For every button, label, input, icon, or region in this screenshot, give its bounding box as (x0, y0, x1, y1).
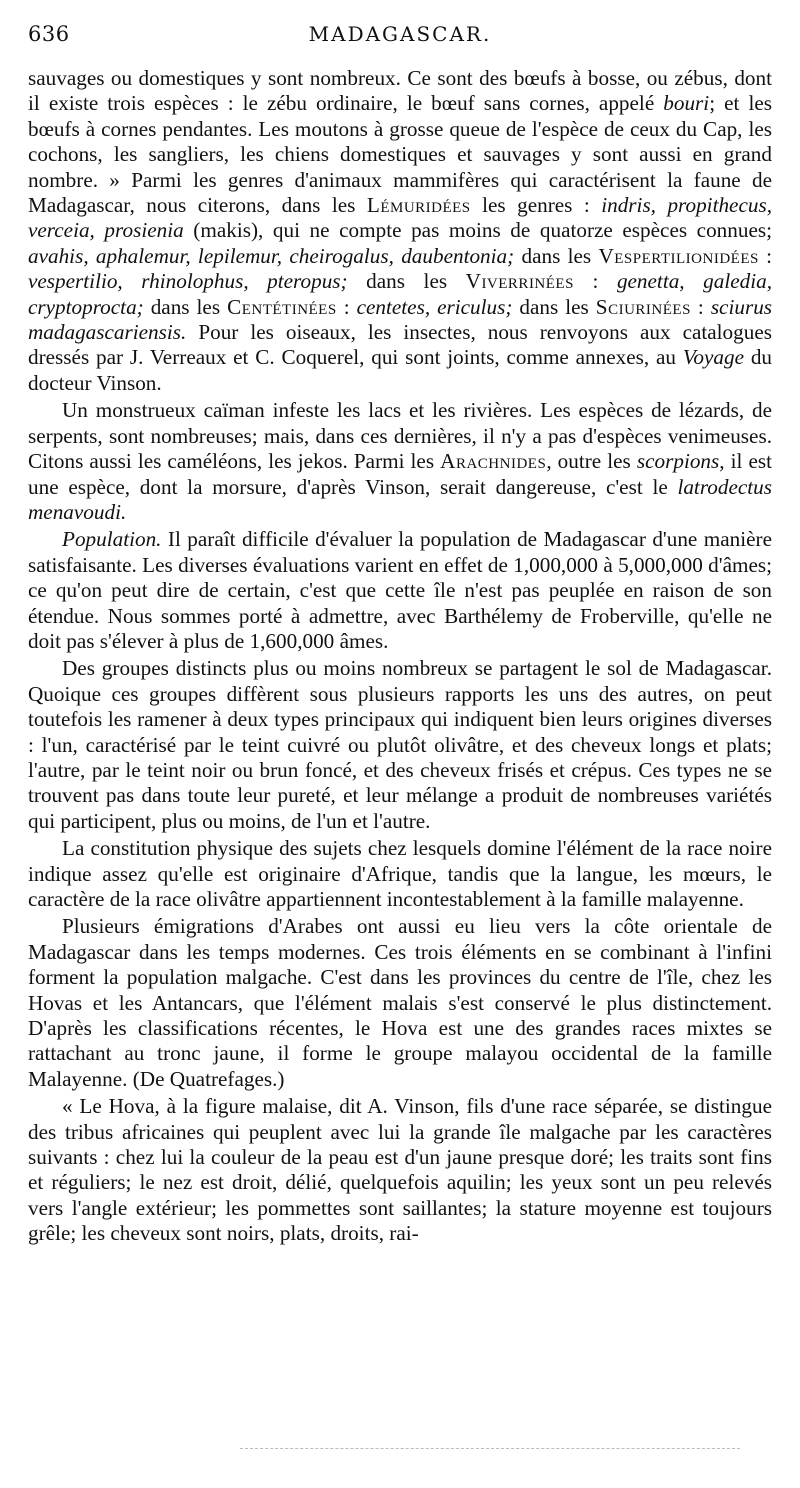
italic-text: genetta, galedia, cryptoprocta; (28, 269, 772, 319)
paragraph (28, 1094, 772, 1246)
paragraph (28, 656, 772, 834)
paragraph (28, 527, 772, 654)
text-run: sauvages ou domestiques y sont nombreux. Ce sont des bœufs à bosse, ou zébus, dont il existe trois espèces : le zébu ordinaire, le bœuf sans cornes, appelé (28, 66, 772, 116)
italic-text: Population. (62, 527, 162, 552)
smallcaps-text: Viverrinées (465, 269, 574, 294)
text-run: (makis), qui ne compte pas moins de quatorze espèces connues; (183, 218, 772, 243)
smallcaps-text: Sciurinées (595, 294, 691, 319)
text-run: : (758, 243, 772, 268)
book-page (28, 22, 772, 1249)
italic-text: centetes, ericulus; (356, 294, 513, 319)
text-run: : (573, 269, 617, 294)
text-run: dans les (512, 294, 596, 319)
text-run: ; et les bœufs à cornes pendantes. Les moutons à grosse queue de l'espèce de ceux du Cap, les cochons, les sangliers, les chiens domestiques et sauvages y sont aussi en grand nombre. » Parmi les genres d'animaux mammifères qui caractérisent la faune de Madagascar, nous citerons, dans les (28, 91, 772, 218)
italic-text: avahis, aphalemur, lepilemur, cheirogalus, daubentonia; (28, 243, 515, 268)
text-run: dans les (514, 243, 599, 268)
running-title: MADAGASCAR. (308, 22, 492, 46)
paragraph (28, 398, 772, 525)
smallcaps-text: Arachnides (440, 449, 547, 474)
text-run: La constitution physique des sujets chez lesquels domine l'élément de la race noire indique assez qu'elle est originaire d'Afrique, tandis que la langue, les mœurs, le caractère de la race olivâtre appartiennent incontestablement à la famille malayenne. (28, 836, 772, 911)
smallcaps-text: Lémuridées (366, 193, 471, 218)
italic-text: scorpions (636, 449, 720, 474)
text-run: Plusieurs émigrations d'Arabes ont aussi eu lieu vers la côte orientale de Madagascar dans les temps modernes. Ces trois éléments en se combinant à l'infini forment la population malgache. C'est dans les provinces du centre de l'île, chez les Hovas et les Antancars, que l'élément malais s'est conservé le plus distinctement. D'après les classifications récentes, le Hova est une des grandes races mixtes se rattachant au tronc jaune, il forme le groupe malayou occidental de la famille Malayenne. (De Quatrefages.) (28, 914, 772, 1091)
footer-rule (240, 1448, 740, 1451)
text-run: dans les (143, 294, 228, 319)
text-run: Pour les oiseaux, les insectes, nous renvoyons aux catalogues dressés par J. Verreaux et C. Coquerel, qui sont joints, comme annexes, au (28, 320, 772, 370)
text-run: : (690, 294, 711, 319)
paragraph (28, 836, 772, 912)
smallcaps-text: Centétinées (227, 294, 337, 319)
body-text (28, 66, 772, 1247)
italic-text: bouri (663, 91, 710, 116)
text-run: les genres : (470, 193, 602, 218)
italic-text: vespertilio, rhinolophus, pteropus; (28, 269, 348, 294)
text-run: « Le Hova, à la figure malaise, dit A. Vinson, fils d'une race séparée, se distingue des tribus africaines qui peuplent avec lui la grande île malgache par les caractères suivants : chez lui la couleur de la peau est d'un jaune presque doré; les traits sont fins et réguliers; le nez est droit, délié, quelquefois aquilin; les yeux sont un peu relevés vers l'angle extérieur; les pommettes sont saillantes; la stature moyenne est toujours grêle; les cheveux sont noirs, plats, droits, rai- (28, 1094, 772, 1246)
text-run: du docteur Vinson. (28, 345, 773, 395)
italic-text: Voyage (682, 345, 744, 370)
text-run: Il paraît difficile d'évaluer la population de Madagascar d'une manière satisfaisante. Les diverses évaluations varient en effet de 1,000,000 à 5,000,000 d'âmes; ce qu'on peut dire de certain, c'est que cette île n'est pas peuplée en raison de son étendue. Nous sommes porté à admettre, avec Barthélemy de Froberville, qu'elle ne doit pas s'élever à plus de 1,600,000 âmes. (28, 527, 772, 653)
page-header (28, 22, 772, 66)
text-run: Un monstrueux caïman infeste les lacs et les rivières. Les espèces de lézards, de serpents, sont nombreuses; mais, dans ces dernières, il n'y a pas d'espèces venimeuses. Citons aussi les caméléons, les jekos. Parmi les (28, 398, 772, 474)
text-run: , il est une espèce, dont la morsure, d'après Vinson, serait dangereuse, c'est le (28, 449, 772, 499)
italic-text: sciurus madagascariensis. (28, 294, 773, 345)
smallcaps-text: Vespertilionidées (598, 243, 759, 268)
paragraph (28, 914, 772, 1092)
text-run: dans les (347, 269, 466, 294)
paragraph (28, 66, 772, 396)
italic-text: indris, propithecus, verceia, prosienia (28, 193, 772, 243)
text-run: : (336, 294, 357, 319)
text-run: , outre les (546, 449, 637, 474)
italic-text: latrodectus menavoudi. (28, 474, 772, 524)
text-run: Des groupes distincts plus ou moins nombreux se partagent le sol de Madagascar. Quoique ces groupes diffèrent sous plusieurs rapports les uns des autres, on peut toutefois les ramener à deux types principaux qui indiquent bien leurs origines diverses : l'un, caractérisé par le teint cuivré ou plutôt olivâtre, et des cheveux longs et plats; l'autre, par le teint noir ou brun foncé, et des cheveux frisés et crépus. Ces types ne se trouvent pas dans toute leur pureté, et leur mélange a produit de nombreuses variétés qui participent, plus ou moins, de l'un et l'autre. (28, 656, 772, 833)
page-number: 636 (28, 22, 70, 46)
